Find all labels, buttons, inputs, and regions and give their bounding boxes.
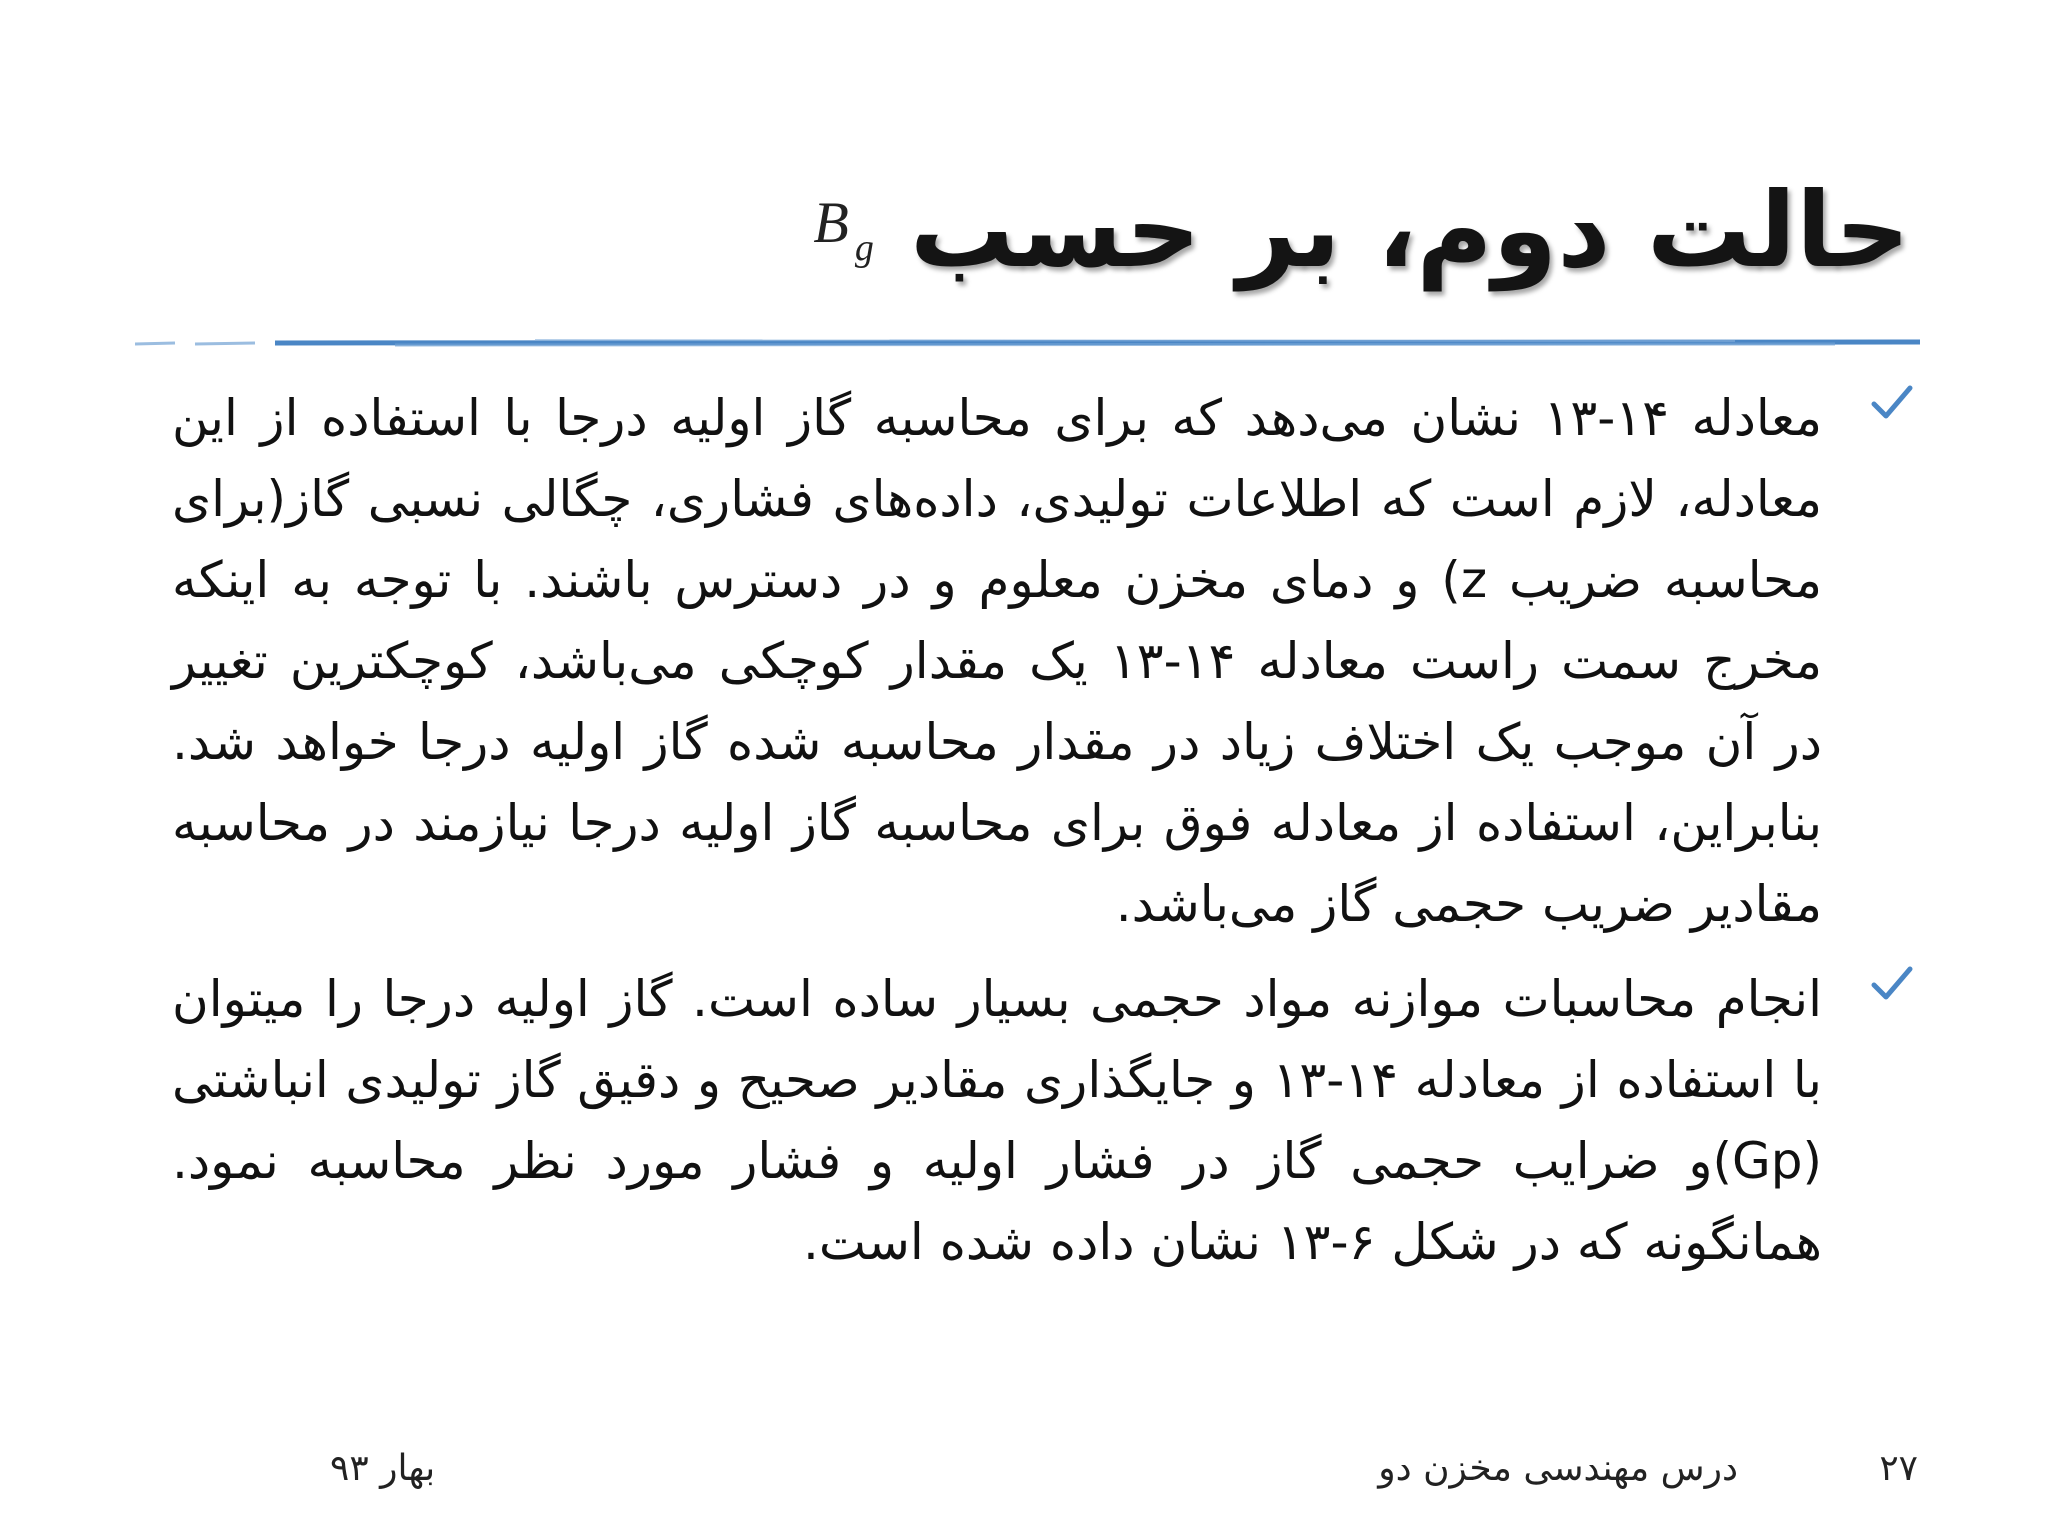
footer-term: بهار ۹۳ bbox=[330, 1448, 436, 1489]
bullet-text: انجام محاسبات موازنه مواد حجمی بسیار ساده است. گاز اولیه درجا را میتوان با استفاده از معادله ۱۴-۱۳ و جایگذاری مقادیر صحیح و دقیق گاز تولیدی انباشتی (Gp)و ضرایب حجمی گاز در فشار اولیه و فشار مورد نظر محاسبه نمود. همانگونه که در شکل ۶-۱۳ نشان داده شده است. bbox=[172, 970, 1822, 1271]
footer-page-number: ۲۷ bbox=[1879, 1448, 1918, 1489]
title-symbol bbox=[813, 189, 874, 269]
title-symbol-base: B bbox=[813, 189, 849, 255]
checkmark-icon bbox=[1870, 963, 1914, 1007]
bullet-item bbox=[170, 378, 1870, 945]
checkmark-icon bbox=[1870, 382, 1914, 426]
footer-course: درس مهندسی مخزن دو bbox=[1378, 1448, 1738, 1489]
slide-content bbox=[170, 378, 1870, 1297]
bullet-text: معادله ۱۴-۱۳ نشان می‌دهد که برای محاسبه گاز اولیه درجا با استفاده از این معادله، لازم است که اطلاعات تولیدی، داده‌های فشاری، چگالی نسبی گاز(برای محاسبه ضریب z) و دمای مخزن معلوم و در دسترس باشند. با توجه به اینکه مخرج سمت راست معادله ۱۴-۱۳ یک مقدار کوچکی می‌باشد، کوچکترین تغییر در آن موجب یک اختلاف زیاد در مقدار محاسبه شده گاز اولیه درجا خواهد شد. بنابراین، استفاده از معادله فوق برای محاسبه گاز اولیه درجا نیازمند در محاسبه مقادیر ضریب حجمی گاز می‌باشد. bbox=[172, 389, 1822, 933]
title-symbol-subscript: g bbox=[854, 226, 874, 269]
bullet-item bbox=[170, 959, 1870, 1283]
slide-title: حالت دوم، بر حسب bbox=[909, 169, 1910, 291]
title-row bbox=[813, 150, 1910, 310]
title-divider bbox=[135, 336, 1920, 350]
